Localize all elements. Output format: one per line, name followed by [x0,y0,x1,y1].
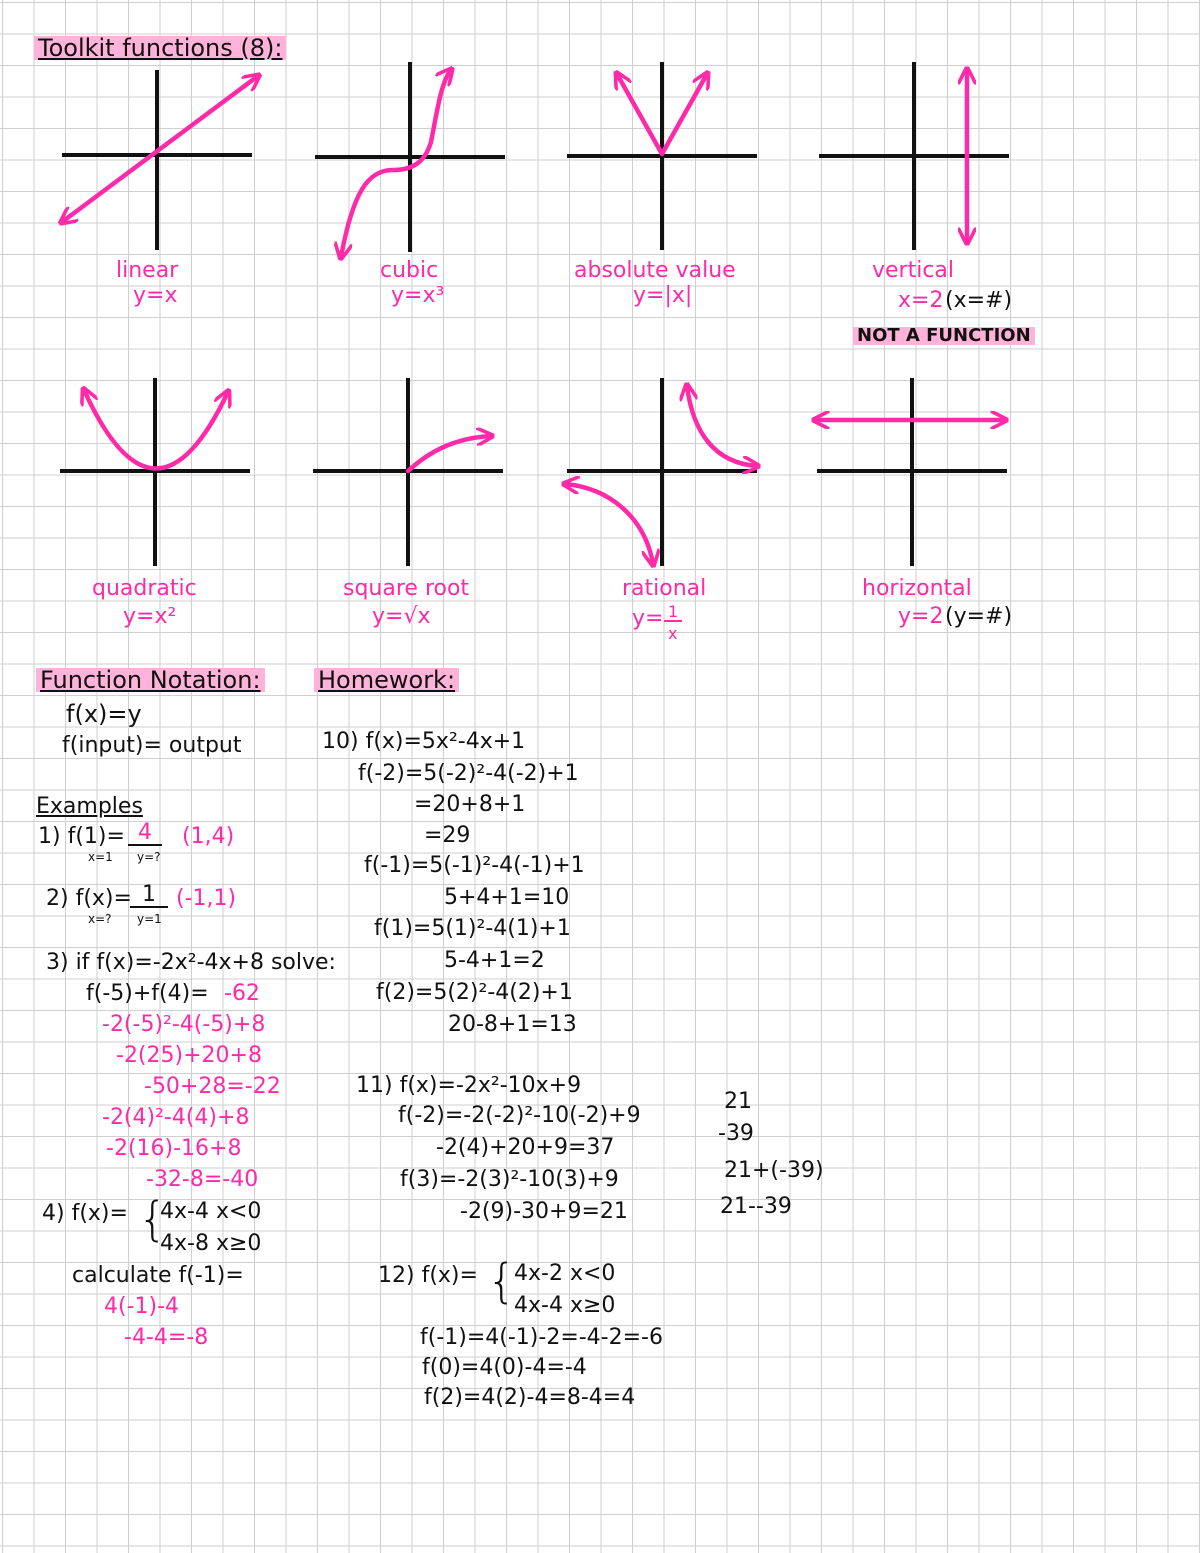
linear-equation: y=x [133,283,178,308]
example2-sub-y: y=1 [137,912,162,926]
square-root-label: square root [343,576,470,601]
hw11-side2: -39 [718,1121,754,1146]
hw11-line1: f(-2)=-2(-2)²-10(-2)+9 [398,1103,641,1128]
quadratic-equation: y=x² [123,604,177,629]
vertical-graph [817,62,1012,252]
cubic-label: cubic [380,258,439,283]
hw12-brace: { [487,1254,517,1308]
hw11-line4: -2(9)-30+9=21 [460,1199,628,1224]
example3-line2: -2(25)+20+8 [116,1043,262,1068]
hw11-side4: 21--39 [720,1194,792,1219]
function-notation-line2: f(input)= output [62,733,242,758]
horizontal-equation: y=2 [898,604,944,629]
hw12-line2: f(0)=4(0)-4=-4 [422,1355,587,1380]
not-a-function-note: NOT A FUNCTION [853,327,1035,345]
hw10-line7: 5-4+1=2 [444,948,545,973]
example1-point: (1,4) [182,824,235,849]
hw10-line6: f(1)=5(1)²-4(1)+1 [374,916,571,941]
example4-case2: 4x-8 x≥0 [160,1231,262,1256]
hw11-title: 11) f(x)=-2x²-10x+9 [356,1073,582,1098]
rational-equation-denominator: x [668,624,678,643]
quadratic-graph [58,378,253,568]
absolute-value-equation: y=|x| [633,283,693,308]
example4-left: 4) f(x)= [42,1201,128,1226]
absolute-value-label: absolute value [574,258,736,283]
hw10-line4: f(-1)=5(-1)²-4(-1)+1 [364,853,585,878]
hw12-line3: f(2)=4(2)-4=8-4=4 [424,1385,636,1410]
square-root-graph [311,378,506,568]
horizontal-graph [815,378,1010,568]
example2-answer: 1 [130,884,168,908]
linear-label: linear [116,258,179,283]
example3-line4: -2(4)²-4(4)+8 [102,1105,250,1130]
example1-left: 1) f(1)= [38,824,125,849]
example2-point: (-1,1) [176,886,237,911]
function-notation-line1: f(x)=y [66,700,142,728]
example2-sub-x: x=? [88,912,112,926]
example3-line3: -50+28=-22 [144,1074,281,1099]
hw10-line5: 5+4+1=10 [444,885,570,910]
example2-left: 2) f(x)= [46,886,132,911]
homework-heading: Homework: [314,668,459,692]
hw10-line1: f(-2)=5(-2)²-4(-2)+1 [358,761,579,786]
rational-equation-prefix: y= [632,606,664,631]
hw11-line3: f(3)=-2(3)²-10(3)+9 [400,1167,619,1192]
example1-sub-y: y=? [137,850,161,864]
example4-line1: 4(-1)-4 [104,1294,180,1319]
example3-prompt: 3) if f(x)=-2x²-4x+8 solve: [46,950,336,975]
hw11-side3: 21+(-39) [724,1158,824,1183]
example4-line2: -4-4=-8 [124,1325,209,1350]
example4-calc: calculate f(-1)= [72,1263,244,1288]
example3-setup: f(-5)+f(4)= [86,981,209,1006]
hw10-line3: =29 [424,823,471,848]
rational-graph [565,378,760,568]
example4-brace: { [138,1192,168,1246]
example3-line6: -32-8=-40 [146,1167,259,1192]
toolkit-heading: Toolkit functions (8): [34,36,286,60]
hw10-title: 10) f(x)=5x²-4x+1 [322,729,526,754]
horizontal-label: horizontal [862,576,972,601]
vertical-equation: x=2 [898,288,944,313]
examples-heading: Examples [36,794,143,819]
cubic-graph [313,62,508,262]
absolute-value-graph [565,62,760,252]
rational-label: rational [622,576,707,601]
hw11-side1: 21 [724,1089,752,1114]
example1-sub-x: x=1 [88,850,113,864]
example3-line1: -2(-5)²-4(-5)+8 [102,1012,266,1037]
quadratic-label: quadratic [92,576,197,601]
hw12-case1: 4x-2 x<0 [514,1261,616,1286]
cubic-equation: y=x³ [391,283,445,308]
example1-answer: 4 [128,822,162,846]
example3-result: -62 [224,981,260,1006]
hw10-line2: =20+8+1 [414,792,526,817]
square-root-equation: y=√x [372,604,431,629]
hw10-line9: 20-8+1=13 [448,1012,577,1037]
example3-line5: -2(16)-16+8 [106,1136,242,1161]
vertical-equation-note: (x=#) [945,288,1013,313]
hw12-title: 12) f(x)= [378,1263,478,1288]
function-notation-heading: Function Notation: [36,668,265,692]
hw10-line8: f(2)=5(2)²-4(2)+1 [376,980,573,1005]
vertical-label: vertical [872,258,955,283]
hw12-case2: 4x-4 x≥0 [514,1293,616,1318]
hw12-line1: f(-1)=4(-1)-2=-4-2=-6 [420,1325,663,1350]
hw11-line2: -2(4)+20+9=37 [436,1135,615,1160]
linear-graph [60,70,255,260]
example4-case1: 4x-4 x<0 [160,1199,262,1224]
rational-equation-numerator: 1 [664,604,682,622]
horizontal-equation-note: (y=#) [945,604,1013,629]
